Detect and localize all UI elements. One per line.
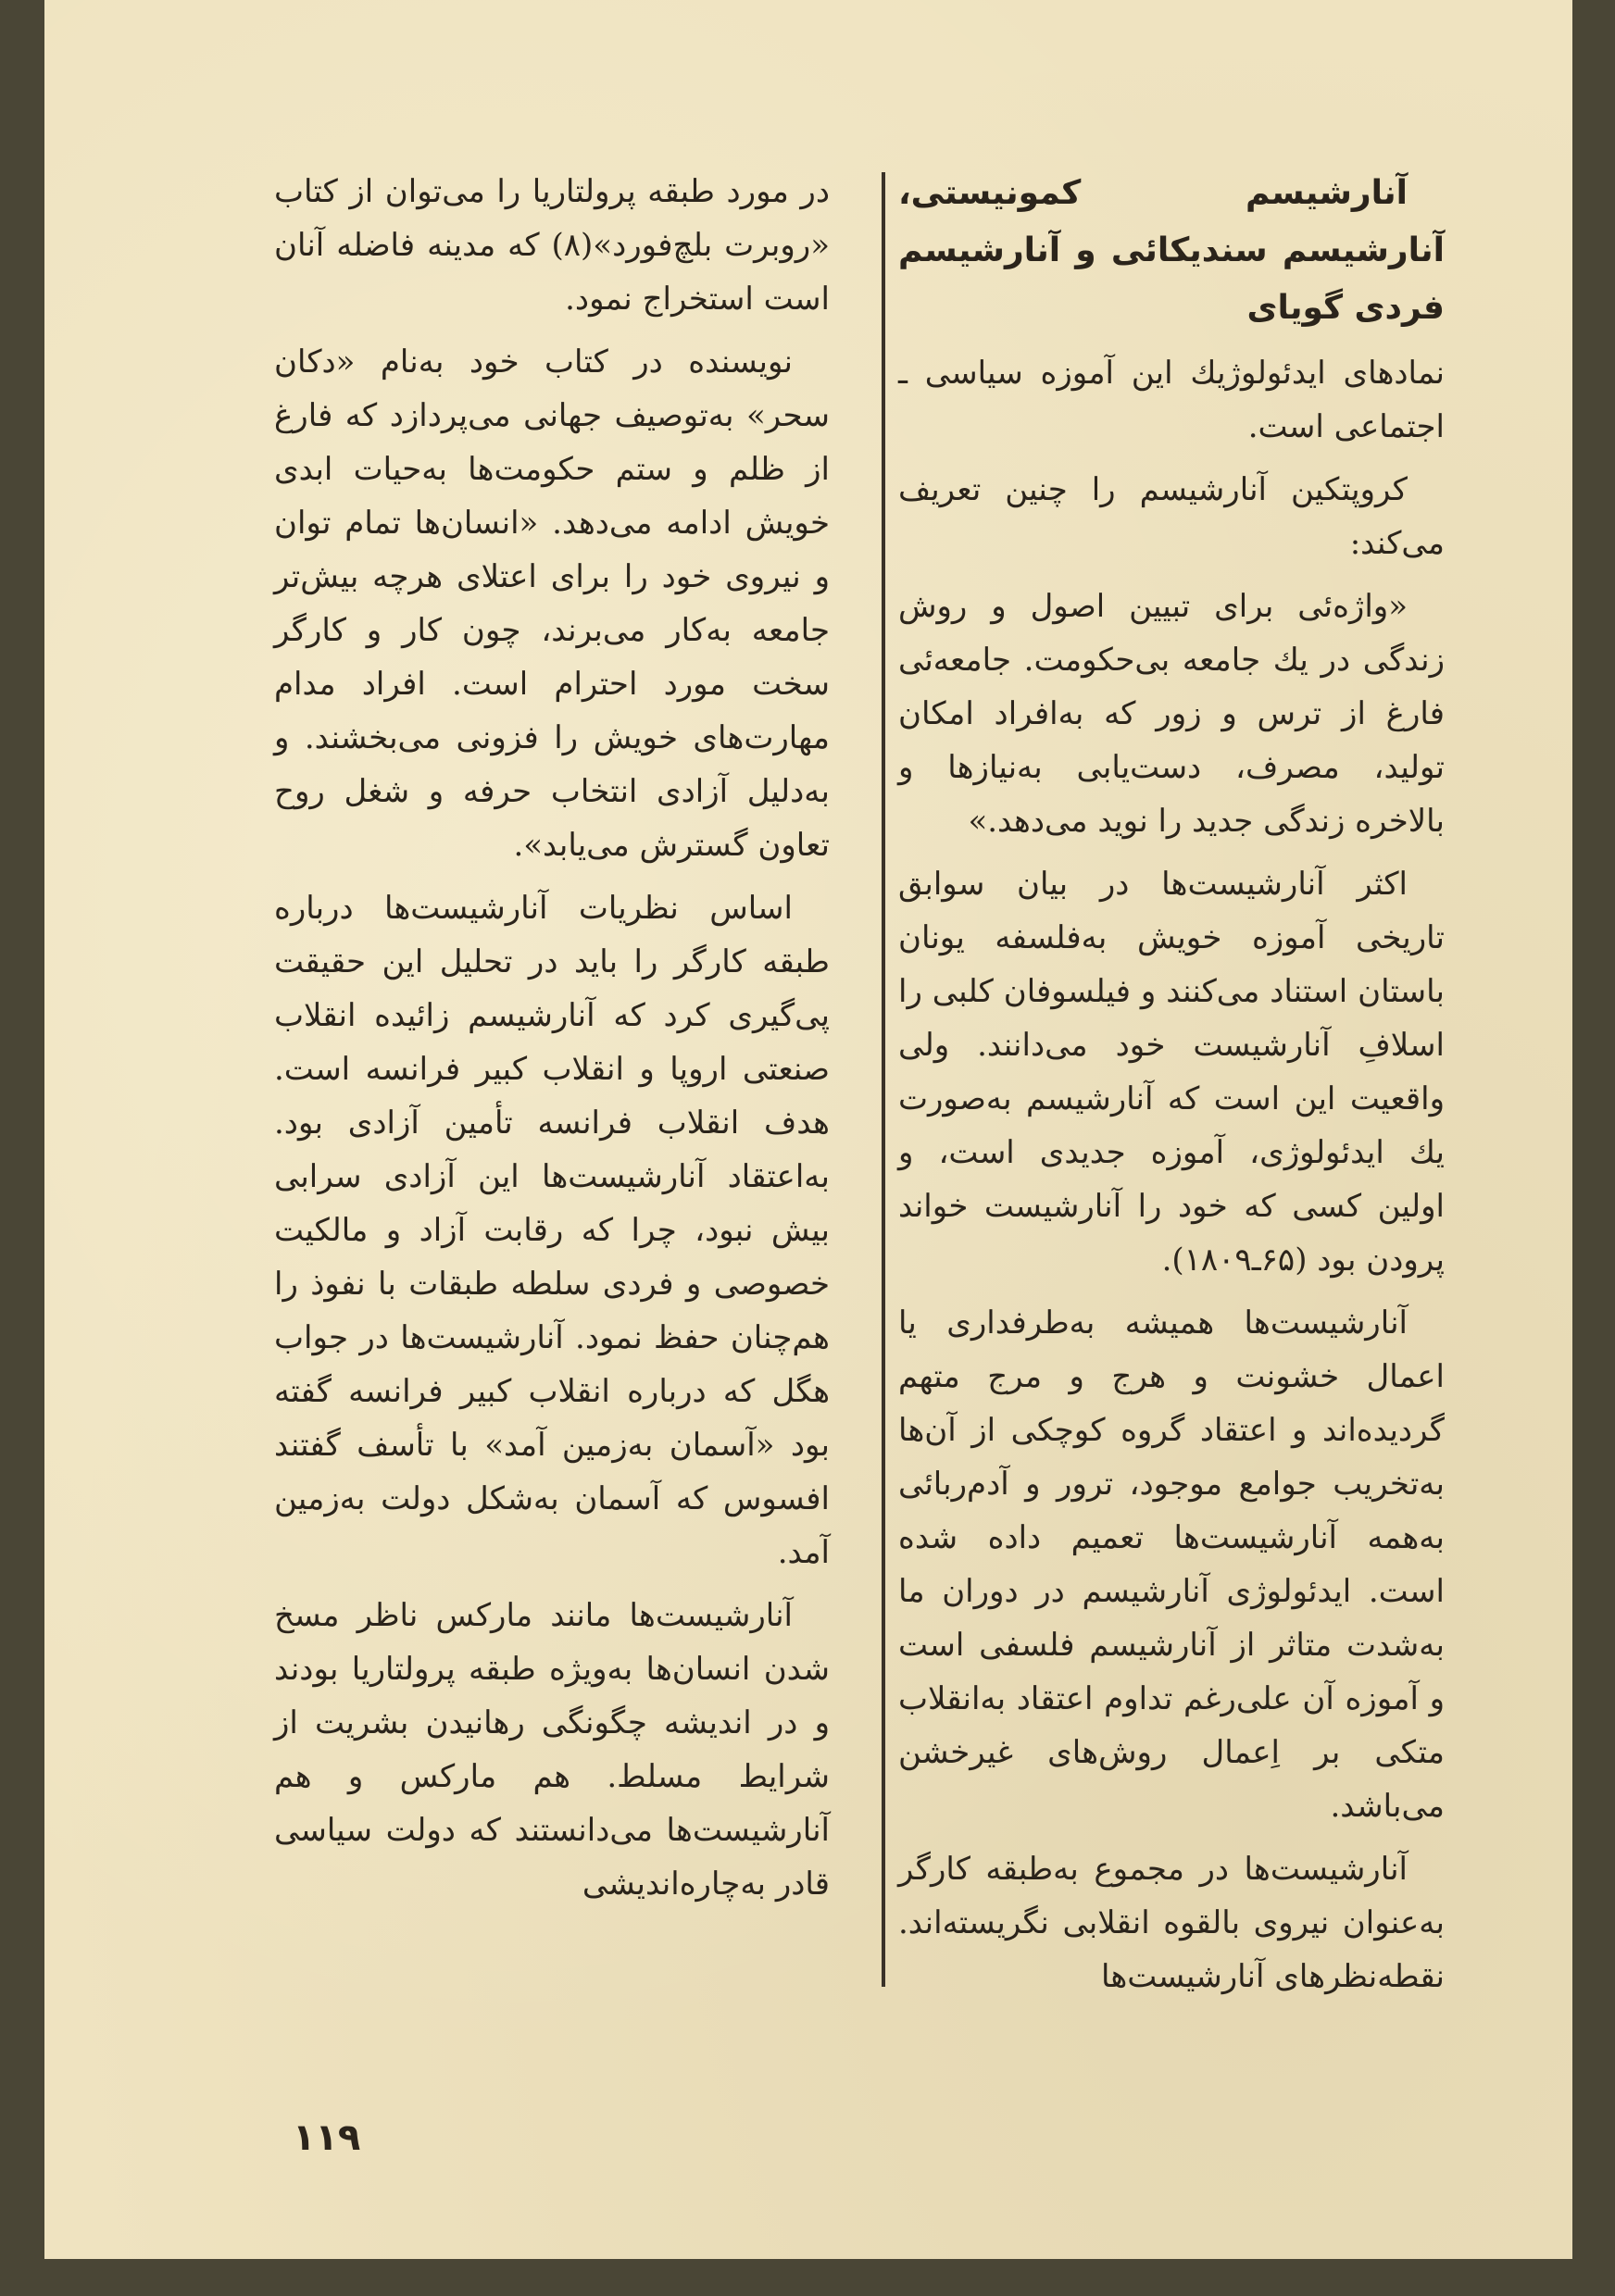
left-column: [274, 165, 830, 2128]
right-column: [898, 165, 1445, 2128]
section-heading: آنارشیسم کمونیستی، آنارشیسم سندیکائی و آنارشیسم فردی گویای: [898, 174, 1445, 327]
column-divider: [882, 172, 885, 1987]
paragraph: اساس نظریات آنارشیست‌ها درباره طبقه کارگر را باید در تحلیل این حقیقت پی‌گیری کرد که آنارشیسم زائیده انقلاب صنعتی اروپا و انقلاب کبیر فرانسه است. هدف انقلاب فرانسه تأمین آزادی بود. به‌اعتقاد آنارشیست‌ها این آزادی سرابی بیش نبود، چرا که رقابت آزاد و مالکیت خصوصی و فردی سلطه طبقات با نفوذ را هم‌چنان حفظ نمود. آنارشیست‌ها در جواب هگل که درباره انقلاب کبیر فرانسه گفته بود «آسمان به‌زمین آمد» با تأسف گفتند افسوس که آسمان به‌شکل دولت به‌زمین آمد.: [274, 890, 830, 1571]
paragraph: آنارشیست‌ها همیشه به‌طرفداری یا اعمال خشونت و هرج و مرج متهم گردیده‌اند و اعتقاد گروه کوچکی از آن‌ها به‌تخریب جوامع موجود، ترور و آدم‌ربائی به‌همه آنارشیست‌ها تعمیم داده شده است. ایدئولوژی آنارشیسم در دوران ما به‌شدت متاثر از آنارشیسم فلسفی است و آموزه آن علی‌رغم تداوم اعتقاد به‌انقلاب متکی بر اِعمال روش‌های غیرخشن می‌باشد.: [898, 1304, 1445, 1825]
paragraph: اکثر آنارشیست‌ها در بیان سوابق تاریخی آموزه خویش به‌فلسفه یونان باستان استناد می‌کنند و فیلسوفان کلبی را اسلافِ آنارشیست خود می‌دانند. ولی واقعیت این است که آنارشیسم به‌صورت یك ایدئولوژی، آموزه جدیدی است، و اولین کسی که خود را آنارشیست خواند پرودن بود (۶۵ـ۱۸۰۹).: [898, 866, 1445, 1279]
paragraph: آنارشیست‌ها مانند مارکس ناظر مسخ شدن انسان‌ها به‌ویژه طبقه پرولتاریا بودند و در اندیشه چگونگی رهانیدن بشریت از شرایط مسلط. هم مارکس و هم آنارشیست‌ها می‌دانستند که دولت سیاسی قادر به‌چاره‌اندیشی: [274, 1597, 830, 1903]
paragraph: نمادهای ایدئولوژیك این آموزه سیاسی ـ اجتماعی است.: [898, 355, 1445, 445]
paragraph: آنارشیست‌ها در مجموع به‌طبقه کارگر به‌عنوان نیروی بالقوه انقلابی نگریسته‌اند. نقطه‌نظرهای آنارشیست‌ها: [898, 1851, 1445, 1995]
paragraph: کروپتکین آنارشیسم را چنین تعریف می‌کند:: [898, 471, 1445, 562]
book-page: [44, 0, 1572, 2259]
quote-paragraph: «واژه‌ئی برای تبیین اصول و روش زندگی در یك جامعه بی‌حکومت. جامعه‌ئی فارغ از ترس و زور که به‌افراد امکان تولید، مصرف، دست‌یابی به‌نیازها و بالاخره زندگی جدید را نوید می‌دهد.»: [898, 588, 1445, 840]
page-number: ۱۱۹: [293, 2116, 361, 2159]
paragraph: نویسنده در کتاب خود به‌نام «دکان سحر» به‌توصیف جهانی می‌پردازد که فارغ از ظلم و ستم حکومت‌ها به‌حیات ابدی خویش ادامه می‌دهد. «انسان‌ها تمام توان و نیروی خود را برای اعتلای هرچه بیش‌تر جامعه به‌کار می‌برند، چون کار و کارگر سخت مورد احترام است. افراد مدام مهارت‌های خویش را فزونی می‌بخشند. و به‌دلیل آزادی انتخاب حرفه و شغل روح تعاون گسترش می‌یابد».: [274, 343, 830, 864]
paragraph: در مورد طبقه پرولتاریا را می‌توان از کتاب «روبرت بلچ‌فورد»(۸) که مدینه فاضله آنان است استخراج نمود.: [274, 173, 830, 318]
